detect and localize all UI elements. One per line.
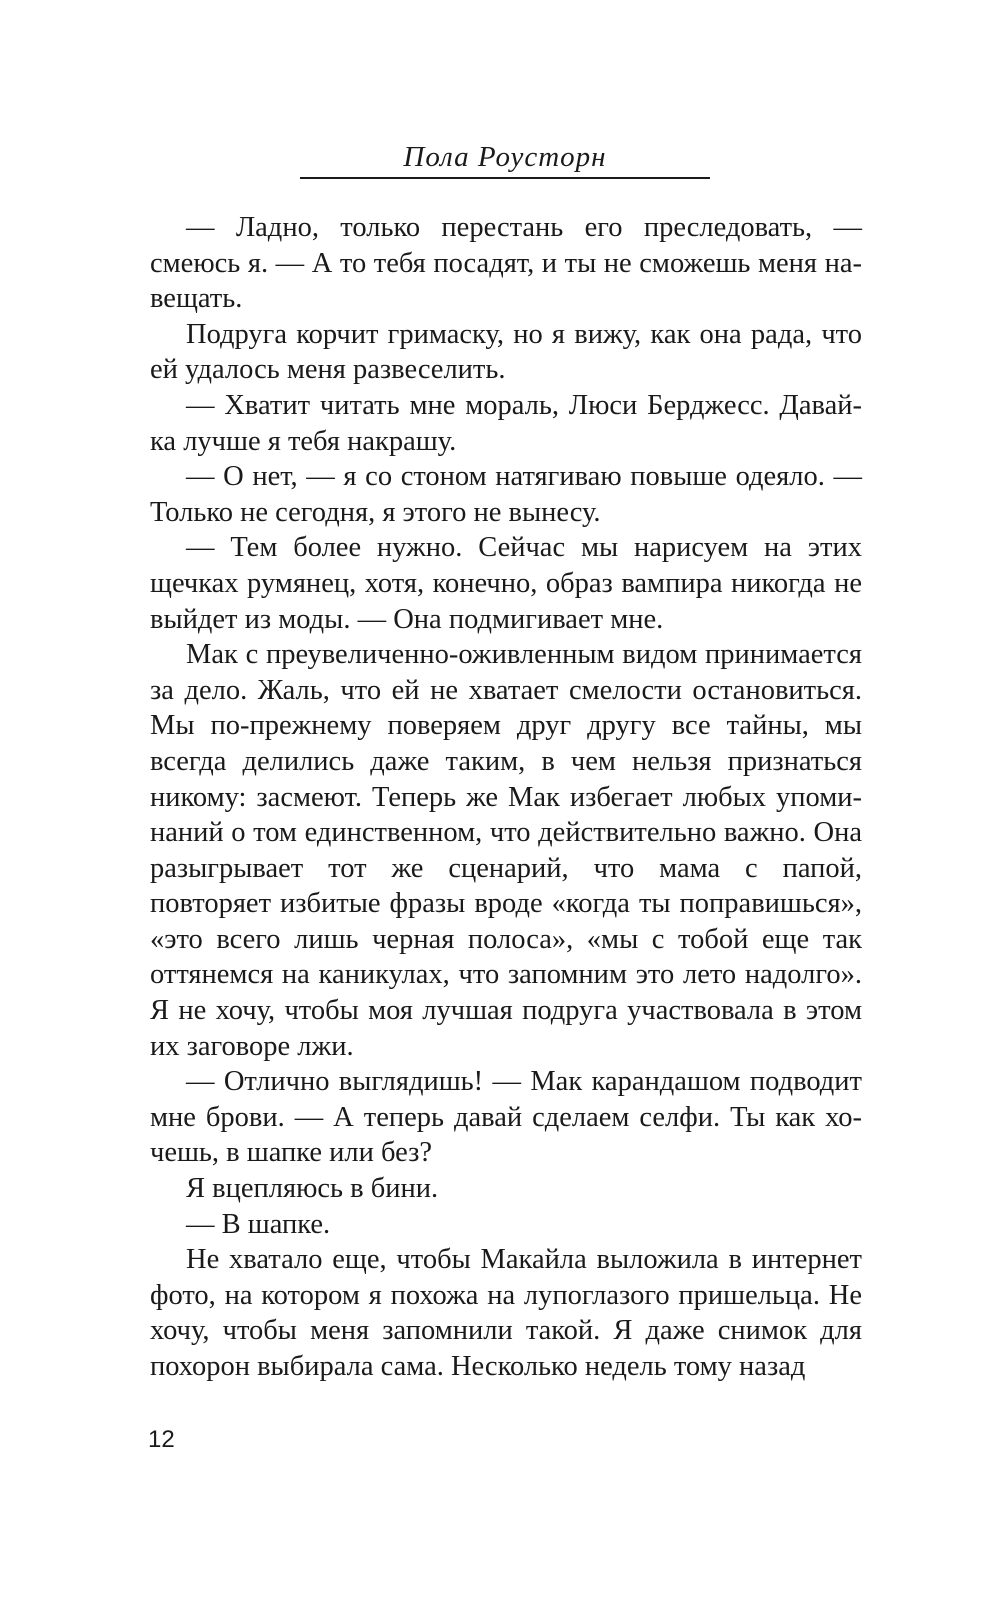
paragraph: — Отлично выглядишь! — Мак карандашом подводит мне брови. — А теперь давай сделаем селфи. Ты как хочешь, в шапке или без? bbox=[150, 1066, 862, 1169]
page-number: 12 bbox=[148, 1426, 175, 1453]
paragraph: — О нет, — я со стоном натягиваю повыше одеяло. — Только не сегодня, я этого не вынесу. bbox=[150, 461, 862, 528]
paragraph: Мак с преувеличенно-оживленным видом принимается за дело. Жаль, что ей не хватает смелости остановиться. Мы по-прежнему поверяем друг другу все тайны, мы всегда делились даже таким, в чем нельзя признаться никому: засмеют. Теперь же Мак избегает любых упоминаний о том единственном, что действительно важно. Она разыгрывает тот же сценарий, что мама с папой, повторяет избитые фразы вроде «когда ты поправишься», «это всего лишь черная полоса», «мы с тобой еще так оттянемся на каникулах, что запомним это лето надолго». Я не хочу, чтобы моя лучшая подруга участвовала в этом их заговоре лжи. bbox=[150, 639, 862, 1062]
paragraph: Не хватало еще, чтобы Макайла выложила в интернет фото, на котором я похожа на лупоглазого пришельца. Не хочу, чтобы меня запомнили такой. Я даже снимок для похорон выбирала сама. Несколько недель тому назад bbox=[150, 1244, 862, 1382]
paragraph: — Хватит читать мне мораль, Люси Берджесс. Давай-ка лучше я тебя накрашу. bbox=[150, 389, 862, 457]
paragraph: Подруга корчит гримаску, но я вижу, как она рада, что ей удалось меня развеселить. bbox=[150, 318, 862, 386]
header-rule bbox=[300, 177, 710, 179]
paragraph: — Ладно, только перестань его преследовать, — смеюсь я. — А то тебя посадят, и ты не сможешь меня навещать. bbox=[150, 212, 862, 315]
paragraph: — В шапке. bbox=[186, 1208, 331, 1240]
body-text bbox=[150, 210, 862, 1385]
paragraph: — Тем более нужно. Сейчас мы нарисуем на этих щечках румянец, хотя, конечно, образ вампира никогда не выйдет из моды. — Она подмигивает мне. bbox=[150, 532, 862, 635]
paragraph: Я вцепляюсь в бини. bbox=[186, 1173, 439, 1205]
running-head-author: Пола Роусторн bbox=[403, 141, 607, 173]
